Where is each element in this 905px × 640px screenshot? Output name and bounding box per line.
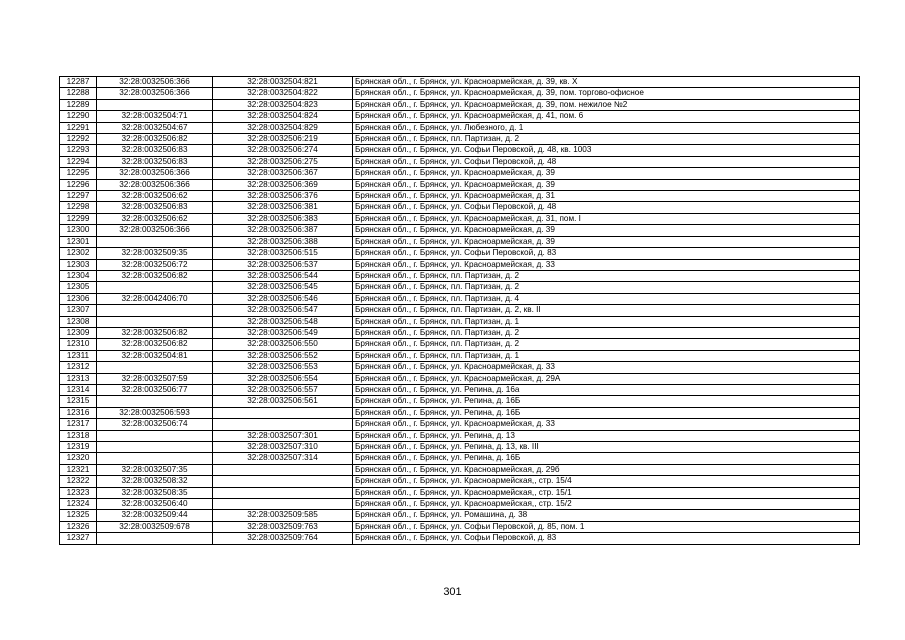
address-cell: Брянская обл., г. Брянск, ул. Красноармейская, д. 29А xyxy=(353,373,860,384)
new-cadastral-number-cell: 32:28:0032504:829 xyxy=(213,122,353,133)
old-cadastral-number-cell: 32:28:0032506:40 xyxy=(97,499,213,510)
row-number-cell: 12319 xyxy=(60,442,97,453)
table-row xyxy=(60,248,860,259)
row-number-cell: 12308 xyxy=(60,316,97,327)
new-cadastral-number-cell: 32:28:0032506:383 xyxy=(213,213,353,224)
old-cadastral-number-cell xyxy=(97,236,213,247)
table-row xyxy=(60,134,860,145)
old-cadastral-number-cell: 32:28:0032506:82 xyxy=(97,339,213,350)
old-cadastral-number-cell xyxy=(97,99,213,110)
new-cadastral-number-cell: 32:28:0032506:274 xyxy=(213,145,353,156)
table-row xyxy=(60,168,860,179)
old-cadastral-number-cell: 32:28:0032507:35 xyxy=(97,464,213,475)
table-row xyxy=(60,476,860,487)
table-row xyxy=(60,293,860,304)
address-cell: Брянская обл., г. Брянск, пл. Партизан, д. 2 xyxy=(353,339,860,350)
row-number-cell: 12324 xyxy=(60,499,97,510)
table-row xyxy=(60,510,860,521)
address-cell: Брянская обл., г. Брянск, ул. Ромашина, д. 38 xyxy=(353,510,860,521)
row-number-cell: 12299 xyxy=(60,213,97,224)
row-number-cell: 12303 xyxy=(60,259,97,270)
new-cadastral-number-cell: 32:28:0032506:552 xyxy=(213,350,353,361)
address-cell: Брянская обл., г. Брянск, ул. Софьи Перовской, д. 83 xyxy=(353,533,860,544)
address-cell: Брянская обл., г. Брянск, ул. Любезного, д. 1 xyxy=(353,122,860,133)
old-cadastral-number-cell: 32:28:0032506:593 xyxy=(97,407,213,418)
new-cadastral-number-cell: 32:28:0032504:822 xyxy=(213,88,353,99)
old-cadastral-number-cell: 32:28:0032506:62 xyxy=(97,213,213,224)
table-row xyxy=(60,77,860,88)
address-cell: Брянская обл., г. Брянск, ул. Красноармейская,, стр. 15/1 xyxy=(353,487,860,498)
old-cadastral-number-cell: 32:28:0032504:67 xyxy=(97,122,213,133)
old-cadastral-number-cell: 32:28:0032506:366 xyxy=(97,179,213,190)
table-row xyxy=(60,202,860,213)
table-row xyxy=(60,362,860,373)
table-row xyxy=(60,350,860,361)
new-cadastral-number-cell: 32:28:0032509:585 xyxy=(213,510,353,521)
table-row xyxy=(60,236,860,247)
row-number-cell: 12291 xyxy=(60,122,97,133)
row-number-cell: 12305 xyxy=(60,282,97,293)
table-row xyxy=(60,225,860,236)
new-cadastral-number-cell: 32:28:0032506:549 xyxy=(213,327,353,338)
row-number-cell: 12304 xyxy=(60,270,97,281)
table-row xyxy=(60,442,860,453)
row-number-cell: 12318 xyxy=(60,430,97,441)
new-cadastral-number-cell: 32:28:0032509:764 xyxy=(213,533,353,544)
row-number-cell: 12293 xyxy=(60,145,97,156)
table-row xyxy=(60,339,860,350)
row-number-cell: 12287 xyxy=(60,77,97,88)
address-cell: Брянская обл., г. Брянск, ул. Софьи Перовской, д. 48 xyxy=(353,202,860,213)
new-cadastral-number-cell: 32:28:0032506:381 xyxy=(213,202,353,213)
table-row xyxy=(60,327,860,338)
new-cadastral-number-cell: 32:28:0032506:537 xyxy=(213,259,353,270)
row-number-cell: 12297 xyxy=(60,191,97,202)
table-row xyxy=(60,99,860,110)
address-cell: Брянская обл., г. Брянск, ул. Красноармейская, д. 39 xyxy=(353,236,860,247)
old-cadastral-number-cell xyxy=(97,362,213,373)
new-cadastral-number-cell: 32:28:0032506:544 xyxy=(213,270,353,281)
old-cadastral-number-cell: 32:28:0032506:82 xyxy=(97,134,213,145)
old-cadastral-number-cell: 32:28:0032506:83 xyxy=(97,156,213,167)
address-cell: Брянская обл., г. Брянск, ул. Красноармейская,, стр. 15/4 xyxy=(353,476,860,487)
table-row xyxy=(60,145,860,156)
table-row xyxy=(60,430,860,441)
new-cadastral-number-cell: 32:28:0032506:546 xyxy=(213,293,353,304)
table-row xyxy=(60,464,860,475)
new-cadastral-number-cell: 32:28:0032506:369 xyxy=(213,179,353,190)
row-number-cell: 12325 xyxy=(60,510,97,521)
old-cadastral-number-cell: 32:28:0032506:74 xyxy=(97,419,213,430)
new-cadastral-number-cell: 32:28:0032506:557 xyxy=(213,384,353,395)
page-number: 301 xyxy=(443,586,462,598)
new-cadastral-number-cell: 32:28:0032506:275 xyxy=(213,156,353,167)
old-cadastral-number-cell: 32:28:0032507:59 xyxy=(97,373,213,384)
old-cadastral-number-cell: 32:28:0032506:82 xyxy=(97,270,213,281)
old-cadastral-number-cell: 32:28:0032509:35 xyxy=(97,248,213,259)
old-cadastral-number-cell: 32:28:0032506:83 xyxy=(97,145,213,156)
old-cadastral-number-cell: 32:28:0032506:82 xyxy=(97,327,213,338)
new-cadastral-number-cell: 32:28:0032506:548 xyxy=(213,316,353,327)
old-cadastral-number-cell xyxy=(97,533,213,544)
address-cell: Брянская обл., г. Брянск, пл. Партизан, д. 2 xyxy=(353,282,860,293)
new-cadastral-number-cell: 32:28:0032506:547 xyxy=(213,305,353,316)
table-row xyxy=(60,213,860,224)
new-cadastral-number-cell: 32:28:0032509:763 xyxy=(213,521,353,532)
row-number-cell: 12323 xyxy=(60,487,97,498)
old-cadastral-number-cell: 32:28:0032506:366 xyxy=(97,88,213,99)
address-cell: Брянская обл., г. Брянск, ул. Красноармейская, д. 39 xyxy=(353,168,860,179)
old-cadastral-number-cell: 32:28:0032508:32 xyxy=(97,476,213,487)
new-cadastral-number-cell: 32:28:0032506:388 xyxy=(213,236,353,247)
address-cell: Брянская обл., г. Брянск, ул. Репина, д. 16Б xyxy=(353,407,860,418)
row-number-cell: 12314 xyxy=(60,384,97,395)
old-cadastral-number-cell xyxy=(97,282,213,293)
old-cadastral-number-cell xyxy=(97,396,213,407)
address-cell: Брянская обл., г. Брянск, ул. Софьи Перовской, д. 83 xyxy=(353,248,860,259)
new-cadastral-number-cell: 32:28:0032504:823 xyxy=(213,99,353,110)
new-cadastral-number-cell: 32:28:0032506:554 xyxy=(213,373,353,384)
row-number-cell: 12288 xyxy=(60,88,97,99)
new-cadastral-number-cell: 32:28:0032506:515 xyxy=(213,248,353,259)
address-cell: Брянская обл., г. Брянск, пл. Партизан, д. 4 xyxy=(353,293,860,304)
table-row xyxy=(60,407,860,418)
table-row xyxy=(60,191,860,202)
old-cadastral-number-cell: 32:28:0032506:366 xyxy=(97,77,213,88)
new-cadastral-number-cell xyxy=(213,499,353,510)
address-cell: Брянская обл., г. Брянск, ул. Репина, д. 13, кв. III xyxy=(353,442,860,453)
old-cadastral-number-cell: 32:28:0032504:81 xyxy=(97,350,213,361)
old-cadastral-number-cell xyxy=(97,442,213,453)
new-cadastral-number-cell: 32:28:0032504:824 xyxy=(213,111,353,122)
address-cell: Брянская обл., г. Брянск, ул. Красноармейская, д. 33 xyxy=(353,362,860,373)
table-row xyxy=(60,499,860,510)
address-cell: Брянская обл., г. Брянск, ул. Красноармейская, д. 39 xyxy=(353,179,860,190)
row-number-cell: 12317 xyxy=(60,419,97,430)
new-cadastral-number-cell xyxy=(213,407,353,418)
row-number-cell: 12316 xyxy=(60,407,97,418)
row-number-cell: 12311 xyxy=(60,350,97,361)
table-row xyxy=(60,533,860,544)
row-number-cell: 12310 xyxy=(60,339,97,350)
address-cell: Брянская обл., г. Брянск, ул. Софьи Перовской, д. 48 xyxy=(353,156,860,167)
new-cadastral-number-cell xyxy=(213,464,353,475)
old-cadastral-number-cell: 32:28:0032506:366 xyxy=(97,225,213,236)
old-cadastral-number-cell xyxy=(97,305,213,316)
old-cadastral-number-cell: 32:28:0032509:44 xyxy=(97,510,213,521)
address-cell: Брянская обл., г. Брянск, ул. Репина, д. 16а xyxy=(353,384,860,395)
table-row xyxy=(60,384,860,395)
old-cadastral-number-cell: 32:28:0032509:678 xyxy=(97,521,213,532)
row-number-cell: 12295 xyxy=(60,168,97,179)
old-cadastral-number-cell: 32:28:0032506:366 xyxy=(97,168,213,179)
address-cell: Брянская обл., г. Брянск, ул. Красноармейская, д. 39, пом. торгово-офисное xyxy=(353,88,860,99)
address-cell: Брянская обл., г. Брянск, ул. Красноармейская, д. 39, пом. нежилое №2 xyxy=(353,99,860,110)
table-row xyxy=(60,453,860,464)
old-cadastral-number-cell: 32:28:0042406:70 xyxy=(97,293,213,304)
row-number-cell: 12301 xyxy=(60,236,97,247)
new-cadastral-number-cell: 32:28:0032506:545 xyxy=(213,282,353,293)
row-number-cell: 12292 xyxy=(60,134,97,145)
table-row xyxy=(60,156,860,167)
row-number-cell: 12300 xyxy=(60,225,97,236)
old-cadastral-number-cell: 32:28:0032504:71 xyxy=(97,111,213,122)
table-row xyxy=(60,305,860,316)
new-cadastral-number-cell: 32:28:0032507:301 xyxy=(213,430,353,441)
address-cell: Брянская обл., г. Брянск, ул. Красноармейская, д. 31, пом. I xyxy=(353,213,860,224)
table-row xyxy=(60,396,860,407)
new-cadastral-number-cell: 32:28:0032506:387 xyxy=(213,225,353,236)
cadastral-table xyxy=(59,76,860,545)
old-cadastral-number-cell: 32:28:0032506:83 xyxy=(97,202,213,213)
address-cell: Брянская обл., г. Брянск, ул. Красноармейская,, стр. 15/2 xyxy=(353,499,860,510)
new-cadastral-number-cell: 32:28:0032504:821 xyxy=(213,77,353,88)
new-cadastral-number-cell: 32:28:0032507:314 xyxy=(213,453,353,464)
table-row xyxy=(60,521,860,532)
row-number-cell: 12289 xyxy=(60,99,97,110)
row-number-cell: 12298 xyxy=(60,202,97,213)
address-cell: Брянская обл., г. Брянск, ул. Красноармейская, д. 31 xyxy=(353,191,860,202)
address-cell: Брянская обл., г. Брянск, пл. Партизан, д. 1 xyxy=(353,350,860,361)
table-row xyxy=(60,259,860,270)
table-row xyxy=(60,316,860,327)
new-cadastral-number-cell: 32:28:0032506:219 xyxy=(213,134,353,145)
new-cadastral-number-cell: 32:28:0032506:550 xyxy=(213,339,353,350)
address-cell: Брянская обл., г. Брянск, ул. Красноармейская, д. 41, пом. 6 xyxy=(353,111,860,122)
table-row xyxy=(60,373,860,384)
old-cadastral-number-cell xyxy=(97,316,213,327)
old-cadastral-number-cell xyxy=(97,430,213,441)
old-cadastral-number-cell: 32:28:0032506:77 xyxy=(97,384,213,395)
table-row xyxy=(60,111,860,122)
row-number-cell: 12327 xyxy=(60,533,97,544)
new-cadastral-number-cell xyxy=(213,476,353,487)
address-cell: Брянская обл., г. Брянск, ул. Репина, д. 16Б xyxy=(353,396,860,407)
new-cadastral-number-cell xyxy=(213,487,353,498)
table-row xyxy=(60,122,860,133)
row-number-cell: 12313 xyxy=(60,373,97,384)
row-number-cell: 12302 xyxy=(60,248,97,259)
new-cadastral-number-cell: 32:28:0032506:561 xyxy=(213,396,353,407)
new-cadastral-number-cell: 32:28:0032507:310 xyxy=(213,442,353,453)
new-cadastral-number-cell: 32:28:0032506:367 xyxy=(213,168,353,179)
table-row xyxy=(60,282,860,293)
address-cell: Брянская обл., г. Брянск, пл. Партизан, д. 1 xyxy=(353,316,860,327)
address-cell: Брянская обл., г. Брянск, ул. Красноармейская, д. 33 xyxy=(353,259,860,270)
new-cadastral-number-cell xyxy=(213,419,353,430)
row-number-cell: 12322 xyxy=(60,476,97,487)
row-number-cell: 12294 xyxy=(60,156,97,167)
table-row xyxy=(60,487,860,498)
address-cell: Брянская обл., г. Брянск, пл. Партизан, д. 2 xyxy=(353,327,860,338)
row-number-cell: 12290 xyxy=(60,111,97,122)
new-cadastral-number-cell: 32:28:0032506:553 xyxy=(213,362,353,373)
row-number-cell: 12312 xyxy=(60,362,97,373)
address-cell: Брянская обл., г. Брянск, ул. Репина, д. 13 xyxy=(353,430,860,441)
table-row xyxy=(60,270,860,281)
new-cadastral-number-cell: 32:28:0032506:376 xyxy=(213,191,353,202)
address-cell: Брянская обл., г. Брянск, ул. Красноармейская, д. 39 xyxy=(353,225,860,236)
address-cell: Брянская обл., г. Брянск, ул. Красноармейская, д. 33 xyxy=(353,419,860,430)
old-cadastral-number-cell xyxy=(97,453,213,464)
old-cadastral-number-cell: 32:28:0032506:62 xyxy=(97,191,213,202)
table-body xyxy=(60,77,860,545)
row-number-cell: 12320 xyxy=(60,453,97,464)
old-cadastral-number-cell: 32:28:0032508:35 xyxy=(97,487,213,498)
row-number-cell: 12321 xyxy=(60,464,97,475)
row-number-cell: 12296 xyxy=(60,179,97,190)
table-row xyxy=(60,88,860,99)
address-cell: Брянская обл., г. Брянск, ул. Софьи Перовской, д. 85, пом. 1 xyxy=(353,521,860,532)
address-cell: Брянская обл., г. Брянск, ул. Софьи Перовской, д. 48, кв. 1003 xyxy=(353,145,860,156)
address-cell: Брянская обл., г. Брянск, ул. Красноармейская, д. 39, кв. X xyxy=(353,77,860,88)
address-cell: Брянская обл., г. Брянск, ул. Репина, д. 16Б xyxy=(353,453,860,464)
row-number-cell: 12309 xyxy=(60,327,97,338)
address-cell: Брянская обл., г. Брянск, пл. Партизан, д. 2 xyxy=(353,270,860,281)
address-cell: Брянская обл., г. Брянск, пл. Партизан, д. 2 xyxy=(353,134,860,145)
row-number-cell: 12306 xyxy=(60,293,97,304)
old-cadastral-number-cell: 32:28:0032506:72 xyxy=(97,259,213,270)
row-number-cell: 12315 xyxy=(60,396,97,407)
table-row xyxy=(60,179,860,190)
address-cell: Брянская обл., г. Брянск, ул. Красноармейская, д. 29б xyxy=(353,464,860,475)
row-number-cell: 12326 xyxy=(60,521,97,532)
row-number-cell: 12307 xyxy=(60,305,97,316)
table-row xyxy=(60,419,860,430)
address-cell: Брянская обл., г. Брянск, пл. Партизан, д. 2, кв. II xyxy=(353,305,860,316)
